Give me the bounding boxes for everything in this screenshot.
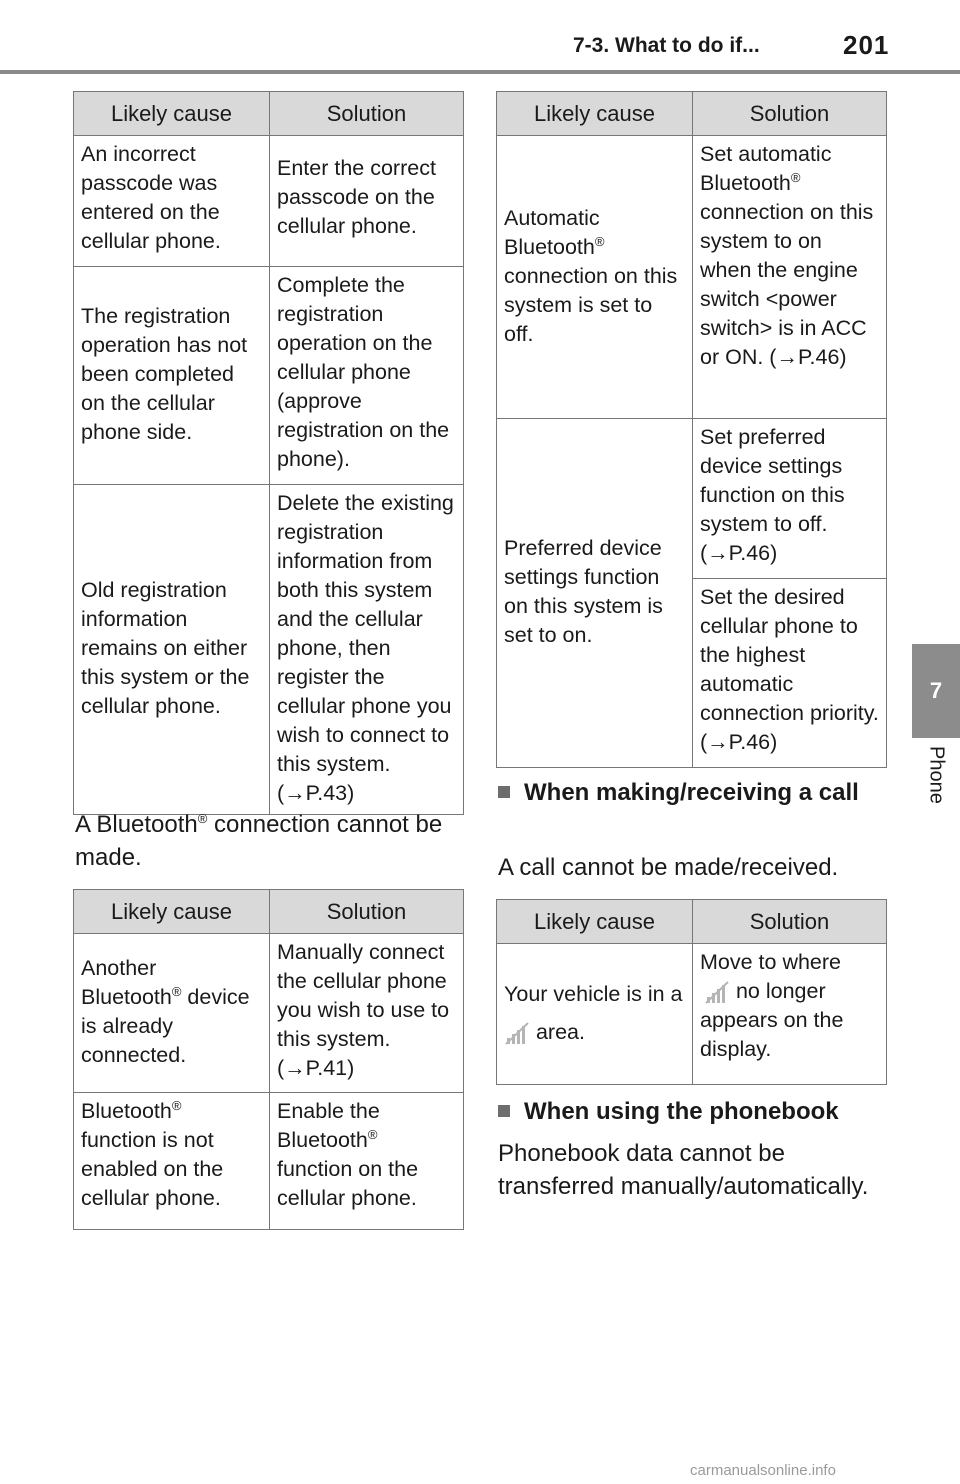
registered-mark: ® [367, 1127, 378, 1142]
cause-cell [497, 944, 693, 1085]
table-row [74, 136, 464, 267]
column-header-solution: Solution [693, 900, 887, 944]
paragraph-phonebook-problem: Phonebook data cannot be transferred manually/automatically. [498, 1140, 869, 1200]
table-row [74, 485, 464, 815]
table-header-row [74, 92, 464, 136]
solution-cell: Enter the correct passcode on the cellular phone. [270, 136, 464, 267]
solution-text: Delete the existing registration information from both this system and the cellular phone, then register the cellular phone you wish to connect to this system. ( [277, 491, 454, 805]
text-fragment: Bluetooth [81, 1099, 172, 1123]
table-row [497, 419, 887, 579]
column-header-solution: Solution [270, 92, 464, 136]
troubleshooting-table-registration [73, 91, 464, 815]
table-row [74, 934, 464, 1093]
table-row [497, 944, 887, 1085]
chapter-tab[interactable]: 7 [912, 644, 960, 738]
troubleshooting-table-connection [73, 889, 464, 1230]
column-header-cause: Likely cause [497, 900, 693, 944]
section-heading-phonebook [498, 1095, 898, 1128]
table-header-row [497, 900, 887, 944]
registered-mark: ® [594, 233, 605, 249]
troubleshooting-table-call [496, 899, 887, 1085]
heading-text: When using the phonebook [524, 1098, 839, 1125]
registered-mark: ® [171, 1098, 182, 1113]
text-fragment: connection on this system to on when the engine switch <power switch> is in ACC or ON. ( [700, 200, 874, 369]
section-title: 7-3. What to do if... [573, 34, 760, 57]
table-row [497, 136, 887, 419]
text-fragment: function is not enabled on the cellular phone. [81, 1128, 224, 1210]
page-reference-link[interactable]: P.46) [728, 730, 778, 754]
text-fragment: device is already connected. [81, 985, 250, 1067]
solution-cell [270, 1093, 464, 1230]
table-header-row [74, 890, 464, 934]
solution-cell [693, 419, 887, 579]
paragraph-bluetooth-connection [75, 808, 460, 874]
registered-mark: ® [171, 984, 182, 999]
page-header [0, 0, 960, 76]
registered-mark: ® [197, 811, 208, 826]
table-row [74, 1093, 464, 1230]
table-row [74, 267, 464, 485]
section-heading-call [498, 776, 878, 809]
text-fragment: area. [530, 1020, 585, 1044]
heading-text: When making/receiving a call [524, 779, 859, 806]
right-arrow-icon: → [707, 541, 729, 565]
cause-cell: Old registration information remains on either this system or the cellular phone. [74, 485, 270, 815]
watermark: carmanualsonline.info [690, 1462, 836, 1479]
cause-cell [74, 1093, 270, 1230]
cause-cell: An incorrect passcode was entered on the cellular phone. [74, 136, 270, 267]
column-header-solution: Solution [693, 92, 887, 136]
column-header-cause: Likely cause [497, 92, 693, 136]
solution-cell [270, 934, 464, 1093]
cause-cell: The registration operation has not been completed on the cellular phone side. [74, 267, 270, 485]
cause-cell [497, 136, 693, 419]
troubleshooting-table-auto-connection [496, 91, 887, 768]
solution-text: Set the desired cellular phone to the highest automatic connection priority. ( [700, 585, 879, 754]
text-fragment: connection on this system is set to off. [504, 263, 678, 346]
no-signal-icon [704, 979, 730, 1005]
text-fragment: Set automatic Bluetooth [700, 142, 832, 195]
no-signal-icon [504, 1020, 530, 1046]
solution-cell [693, 944, 887, 1085]
right-arrow-icon: → [707, 730, 729, 754]
right-arrow-icon: → [284, 1056, 306, 1080]
text-fragment: Enable the Bluetooth [277, 1099, 380, 1152]
registered-mark: ® [790, 170, 801, 185]
solution-cell [693, 579, 887, 768]
page-reference-link[interactable]: P.46) [797, 345, 847, 369]
page-reference-link[interactable]: P.46) [728, 541, 778, 565]
right-arrow-icon: → [776, 345, 798, 369]
solution-cell: Complete the registration operation on the cellular phone (approve registration on the phone). [270, 267, 464, 485]
right-arrow-icon: → [284, 781, 306, 805]
text-fragment: function on the cellular phone. [277, 1157, 419, 1210]
solution-text: Set preferred device settings function on this system to off. ( [700, 425, 845, 565]
text-fragment: Your vehicle is in a [504, 982, 683, 1006]
cause-cell [74, 934, 270, 1093]
page-reference-link[interactable]: P.41) [305, 1056, 355, 1080]
page-reference-link[interactable]: P.43) [305, 781, 355, 805]
solution-cell [693, 136, 887, 419]
solution-cell [270, 485, 464, 815]
column-header-solution: Solution [270, 890, 464, 934]
text-fragment: connection cannot be made. [75, 811, 443, 871]
column-header-cause: Likely cause [74, 890, 270, 934]
column-header-cause: Likely cause [74, 92, 270, 136]
header-divider [0, 70, 960, 74]
text-fragment: A Bluetooth [75, 811, 198, 838]
solution-text: Manually connect the cellular phone you wish to use to this system. ( [277, 940, 450, 1080]
table-header-row [497, 92, 887, 136]
square-bullet-icon [498, 786, 510, 798]
cause-cell: Preferred device settings function on this system is set to on. [497, 419, 693, 768]
text-fragment: Automatic Bluetooth [504, 205, 600, 259]
text-fragment: Move to where [700, 950, 842, 974]
text-fragment: no longer appears on the display. [700, 979, 844, 1061]
page-number: 201 [843, 30, 890, 60]
chapter-label: Phone [925, 746, 948, 804]
paragraph-call-problem: A call cannot be made/received. [498, 854, 839, 881]
square-bullet-icon [498, 1105, 510, 1117]
text-fragment: Another Bluetooth [81, 956, 172, 1009]
